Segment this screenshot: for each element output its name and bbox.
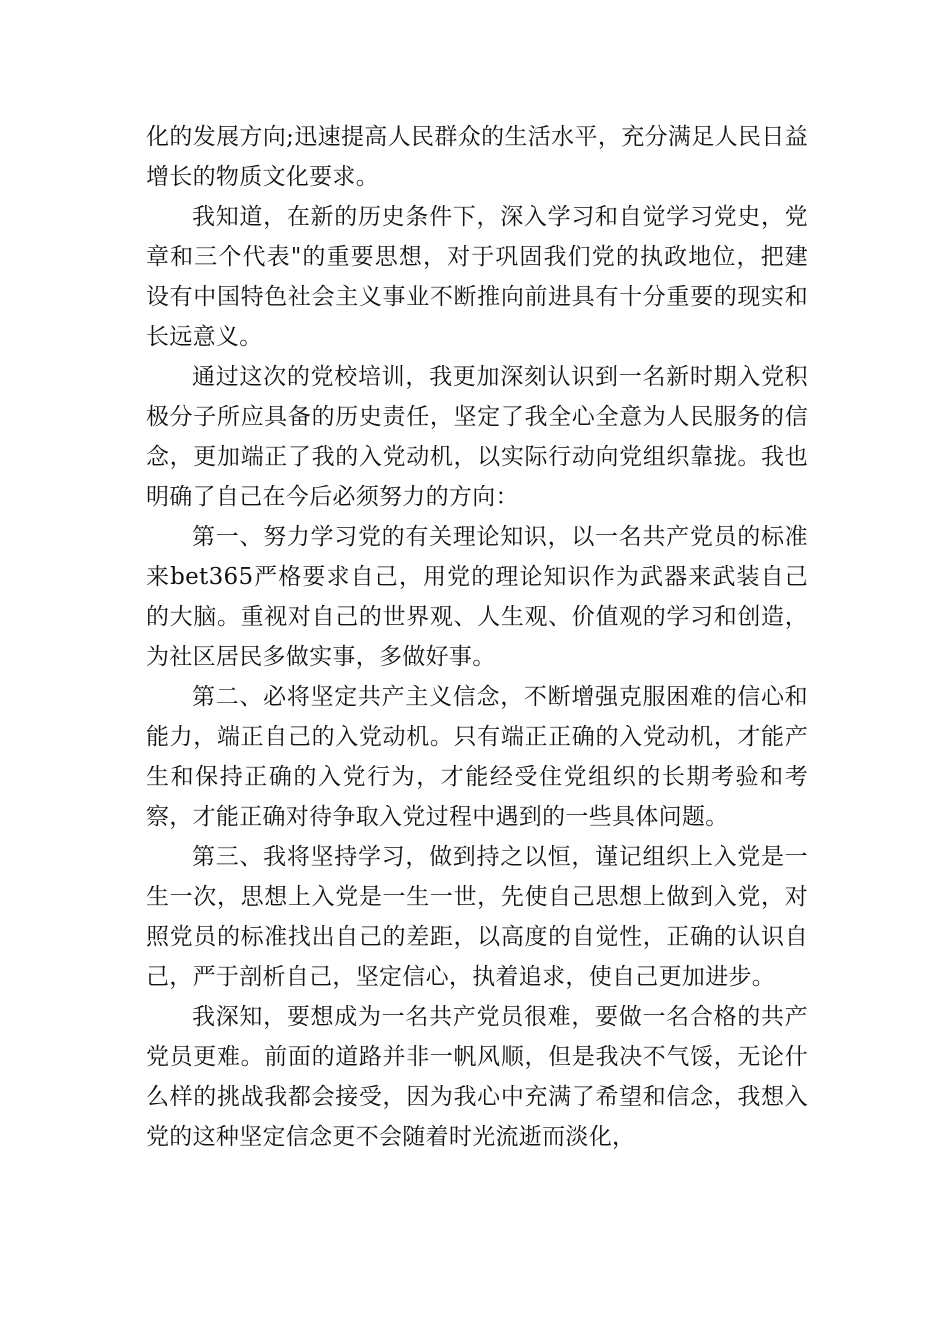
document-body — [146, 117, 808, 1157]
paragraph-4: 第一、努力学习党的有关理论知识，以一名共产党员的标准来bet365严格要求自己，用党的理论知识作为武器来武装自己的大脑。重视对自己的世界观、人生观、价值观的学习和创造，为社区居民多做实事，多做好事。 — [146, 524, 808, 670]
paragraph-7: 我深知，要想成为一名共产党员很难，要做一名合格的共产党员更难。前面的道路并非一帆风顺，但是我决不气馁，无论什么样的挑战我都会接受，因为我心中充满了希望和信念，我想入党的这种坚定信念更不会随着时光流逝而淡化， — [146, 1004, 808, 1150]
paragraph-1: 化的发展方向;迅速提高人民群众的生活水平，充分满足人民日益增长的物质文化要求。 — [146, 124, 808, 190]
paragraph-3: 通过这次的党校培训，我更加深刻认识到一名新时期入党积极分子所应具备的历史责任，坚定了我全心全意为人民服务的信念，更加端正了我的入党动机，以实际行动向党组织靠拢。我也明确了自己在今后必须努力的方向： — [146, 364, 808, 510]
paragraph-5: 第二、必将坚定共产主义信念，不断增强克服困难的信心和能力，端正自己的入党动机。只有端正正确的入党动机，才能产生和保持正确的入党行为，才能经受住党组织的长期考验和考察，才能正确对待争取入党过程中遇到的一些具体问题。 — [146, 684, 808, 830]
paragraph-6: 第三、我将坚持学习，做到持之以恒，谨记组织上入党是一生一次，思想上入党是一生一世，先使自己思想上做到入党，对照党员的标准找出自己的差距，以高度的自觉性，正确的认识自己，严于剖析自己，坚定信心，执着追求，使自己更加进步。 — [146, 844, 808, 990]
paragraph-2: 我知道，在新的历史条件下，深入学习和自觉学习党史，党章和三个代表"的重要思想，对于巩固我们党的执政地位，把建设有中国特色社会主义事业不断推向前进具有十分重要的现实和长远意义。 — [146, 204, 808, 350]
